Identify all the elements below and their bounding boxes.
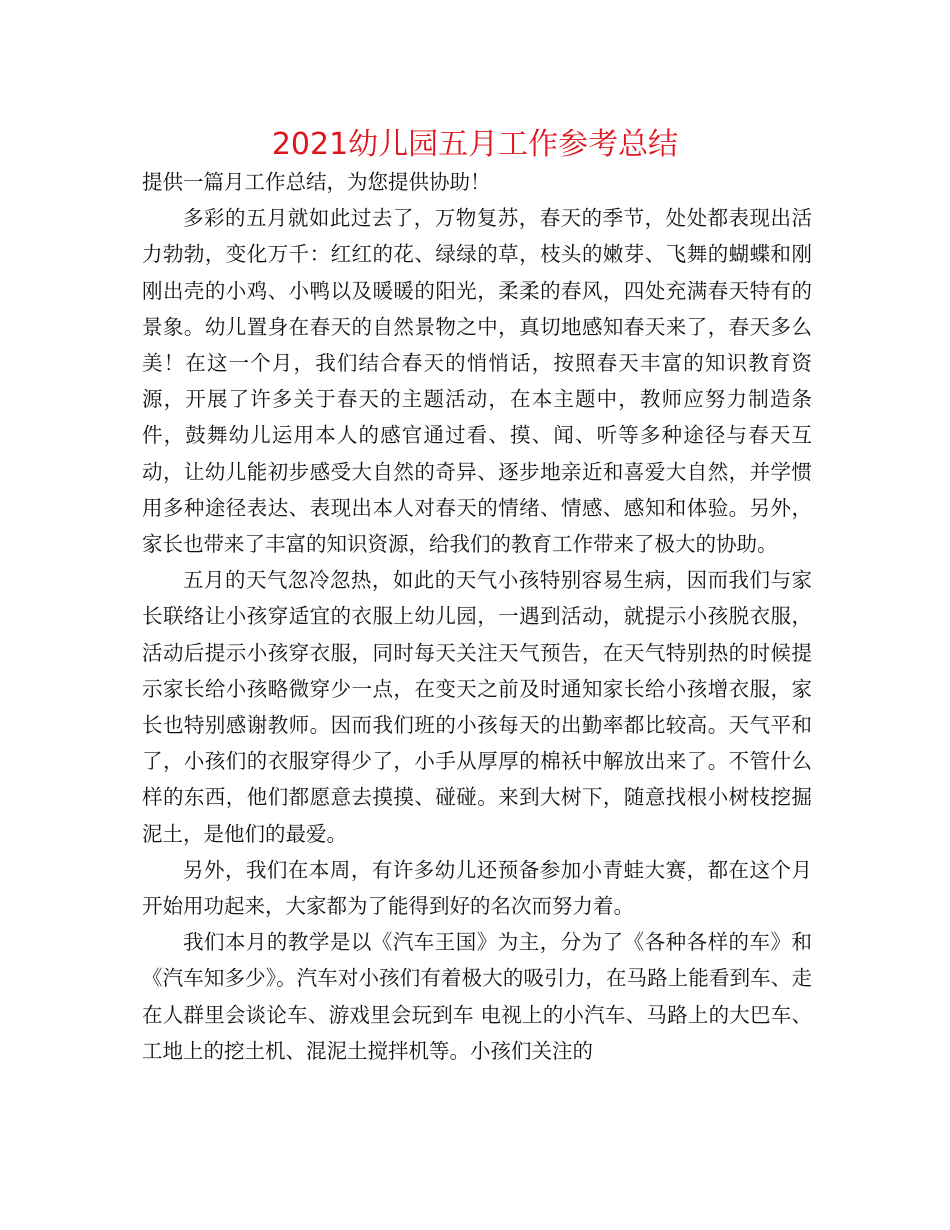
document-title: 2021幼儿园五月工作参考总结 <box>271 127 679 162</box>
paragraph-2: 五月的天气忽冷忽热，如此的天气小孩特别容易生病，因而我们与家长联络让小孩穿适宜的衣服上幼儿园，一遇到活动，就提示小孩脱衣服，活动后提示小孩穿衣服，同时每天关注天气预告，在天气特别热的时候提示家长给小孩略微穿少一点，在变天之前及时通知家长给小孩增衣服，家长也特别感谢教师。因而我们班的小孩每天的出勤率都比较高。天气平和了，小孩们的衣服穿得少了，小手从厚厚的棉袄中解放出来了。不管什么样的东西，他们都愿意去摸摸、碰碰。来到大树下，随意找根小树枝挖掘泥土，是他们的最爱。 <box>142 568 812 846</box>
intro-line: 提供一篇月工作总结，为您提供协助！ <box>142 170 491 194</box>
paragraph-4: 我们本月的教学是以《汽车王国》为主，分为了《各种各样的车》和《汽车知多少》。汽车对小孩们有着极大的吸引力，在马路上能看到车、走在人群里会谈论车、游戏里会玩到车 电视上的小汽车、马路上的大巴车、工地上的挖土机、混泥土搅拌机等。小孩们关注的 <box>142 930 812 1063</box>
document-body <box>142 164 812 1069</box>
paragraph-1: 多彩的五月就如此过去了，万物复苏，春天的季节，处处都表现出活力勃勃，变化万千：红红的花、绿绿的草，枝头的嫩芽、飞舞的蝴蝶和刚刚出壳的小鸡、小鸭以及暖暖的阳光，柔柔的春风，四处充满春天特有的景象。幼儿置身在春天的自然景物之中，真切地感知春天来了，春天多么美！在这一个月，我们结合春天的悄悄话，按照春天丰富的知识教育资源，开展了许多关于春天的主题活动，在本主题中，教师应努力制造条件，鼓舞幼儿运用本人的感官通过看、摸、闻、听等多种途径与春天互动，让幼儿能初步感受大自然的奇异、逐步地亲近和喜爱大自然，并学惯用多种途径表达、表现出本人对春天的情绪、情感、感知和体验。另外，家长也带来了丰富的知识资源，给我们的教育工作带来了极大的协助。 <box>142 206 812 557</box>
paragraph-3: 另外，我们在本周，有许多幼儿还预备参加小青蛙大赛，都在这个月开始用功起来，大家都为了能得到好的名次而努力着。 <box>142 857 812 919</box>
